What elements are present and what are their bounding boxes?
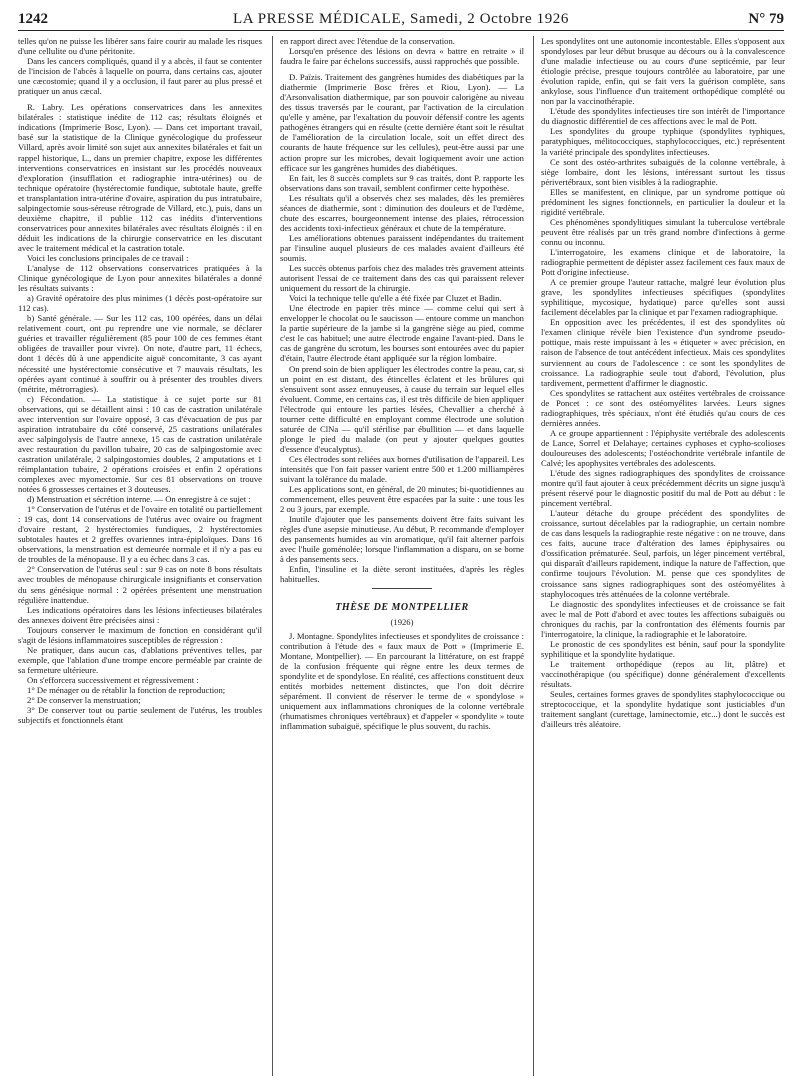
paragraph: J. Montagne. Spondylites infectieuses et spondylites de croissance : contribution à l'étude des « faux maux de Pott » (Imprimerie E. Montane, Montpellier). — En parcourant la littérature, on est frappé de la confusion fréquente qui règne entre les deux termes de spondylite et de spondylose. En réalité, ces affections constituent deux entités morbides nettement distinctes, que l'on doit décrire séparément. Il convient de réserver le terme de « spondylose » uniquement aux inflammations chroniques de la colonne vertébrale (rhumatismes chroniques vertébraux) et d'appeler « spondylite » toute inflammation subaiguë, spécifique le plus souvent, du rachis. — [280, 630, 524, 732]
paragraph: c) Fécondation. — La statistique à ce sujet porte sur 81 observations, qui se détaillent ainsi : 10 cas de castration unilatérale avec intervention sur l'ovaire opposé, 3 cas d'évacuation de pus par aspiration intratubaire du côté conservé, 25 castrations unilatérales avec salpingolysis de l'autre annexe, 15 cas de castration unilatérale avec restauration du pavillon tubaire, 20 cas de salpingostomie avec castration unilatérale, 2 salpingostomies doubles, 2 amputations et 1 réimplantation tubaire, 2 opérations croisées et enfin 2 opérations complexes avec myomectomie. Sur ces 81 observations on trouve notées 6 grossesses certaines et 3 douteuses. — [18, 393, 262, 495]
text-column-3 — [541, 36, 785, 1076]
paragraph: Ces spondylites se rattachent aux ostéites vertébrales de croissance de Poncet : ce sont des ostéomyélites larvées. Leurs signes radiographiques, très spéciaux, n'ont été étudiés qu'au cours de ces dernières années. — [541, 387, 785, 428]
paragraph: Elles se manifestent, en clinique, par un syndrome pottique où prédominent les signes fonctionnels, en particulier la douleur et la rigidité vertébrale. — [541, 186, 785, 217]
paragraph: Ces électrodes sont reliées aux bornes d'utilisation de l'appareil. Les intensités que l'on fait passer varient entre 500 et 1.200 milliampères suivant la tolérance du malade. — [280, 453, 524, 485]
paragraph: A ce groupe appartiennent : l'épiphysite vertébrale des adolescents de Lance, Sorrel et Delahaye; certaines cyphoses et cypho-scolioses douloureuses des adolescents; l'ostéochondrite vertébrale infantile de Calvé; les apophysites vertébrales des adolescents. — [541, 427, 785, 468]
text-column-1 — [18, 36, 262, 1076]
paragraph: Une électrode en papier très mince — comme celui qui sert à envelopper le chocolat ou le saucisson — entoure comme un manchon la partie supérieure de la jambe si la gangrène siège au pied, comme c'est le cas habituel; une autre électrode engaine l'avant-pied. Dans le cas de gangrène du scrotum, les bourses sont entourées avec du papier d'étain, l'autre électrode étant appliquée sur la région lombaire. — [280, 303, 524, 364]
paragraph: Les succès obtenus parfois chez des malades très gravement atteints autorisent l'essai de ce traitement dans des cas qui paraissent relever uniquement du ressort de la chirurgie. — [280, 263, 524, 294]
section-rule — [372, 588, 432, 589]
text-column-2 — [280, 36, 524, 1076]
section-title: THÈSE DE MONTPELLIER — [335, 601, 469, 613]
paragraph: Les résultats qu'il a observés chez ses malades, dès les premières séances de diathermie, sont : diminution des douleurs et de l'œdème, chute des escarres, bourgeonnement intense des plaies, rétrocession des accidents toxi-infectieux généraux et chute de la température. — [280, 192, 524, 233]
column-divider — [533, 36, 534, 1076]
paragraph: On s'efforcera successivement et régressivement : — [27, 674, 199, 685]
paragraph: En fait, les 8 succès complets sur 9 cas traités, dont P. rapporte les observations dans son travail, semblent confirmer cette hypothèse. — [280, 172, 524, 193]
paragraph: L'étude des spondylites infectieuses tire son intérêt de l'importance du diagnostic différentiel de ces affections avec le mal de Pott. — [541, 106, 785, 127]
paragraph: en rapport direct avec l'étendue de la conservation. — [280, 36, 455, 46]
paragraph: Toujours conserver le maximum de fonction en considérant qu'il s'agit de lésions inflammatoires susceptibles de régression : — [18, 624, 262, 645]
paragraph: b) Santé générale. — Sur les 112 cas, 100 opérées, dans un délai relativement court, ont pu reprendre une vie normale, se déclarer guéries et travailler régulièrement (85 pour 100 de ces femmes étant obligées de travailler pour vivre). On note, d'autre part, 11 échecs, dont 1 décès dû à une appendicite aiguë concomitante, 3 cas ayant nécessité une hystérectomie consécutive et 7 mauvais résultats, les opérées ayant continué à souffrir ou à présenter des troubles divers (métrite, métrorragies). — [18, 313, 262, 394]
paragraph: Les applications sont, en général, de 20 minutes; bi-quotidiennes au commencement, elles peuvent être espacées par la suite : une tous les 2 ou 3 jours, par exemple. — [280, 484, 524, 515]
paragraph: L'étude des signes radiographiques des spondylites de croissance montre qu'il faut ajouter à ceux précédemment décrits un signe jusqu'à présent réservé pour le diagnostic positif du mal de Pott au début : le pincement vertébral. — [541, 468, 785, 509]
issue-number: N° 79 — [748, 11, 784, 27]
paragraph: R. Labry. Les opérations conservatrices dans les annexites bilatérales : statistique inédite de 112 cas; résultats éloignés et indications (Imprimerie Bosc, Lyon). — Dans cet important travail, basé sur la statistique de la Clinique gynécologique du professeur Villard, après avoir limité son sujet aux annexites bilatérales et fait un rappel historique, L., dans un premier chapitre, expose les différentes interventions conservatrices en insistant sur les procédés nouveaux d'exploration (insufflation et radiographie intra-utérines) ou de technique opératoire (hystérectomie fundique, subtotale haute, greffe et transplantation intra-utérine d'ovaire, aspiration du pus intratubaire, salpingectomie sous-séreuse rétrograde de Villard, etc.), puis, dans un deuxième chapitre, il publie 112 cas inédits d'interventions conservatrices pour annexites bilatérales avec résultats éloignés : il en déduit les indications de la chirurgie conservatrice en les discutant avec le traitement médical et la castration totale. — [18, 102, 262, 253]
paragraph: Seules, certaines formes graves de spondylites staphylococcique ou streptococcique, et la spondylite hydatique sont justiciables d'un traitement sanglant (curettage, laminectomie, etc...) dont le succès est d'ailleurs très aléatoire. — [541, 689, 785, 730]
paragraph: Voici la technique telle qu'elle a été fixée par Cluzet et Badin. — [289, 293, 502, 304]
paragraph: Dans les cancers compliqués, quand il y a abcès, il faut se contenter de l'incision de l'abcès à laquelle on pourra, dans certains cas, ajouter une cæcostomie; quand il y a occlusion, il faut parer au plus pressé et pratiquer un anus cæcal. — [18, 56, 262, 97]
header-rule — [18, 30, 784, 31]
paragraph: 1° Conservation de l'utérus et de l'ovaire en totalité ou partiellement : 19 cas, dont 14 conservations de l'utérus avec ovaire ou fragment d'ovaire restant, 2 hystérectomies fundiques, 2 hystérectomies subtotales hautes et 2 greffes ovariennes intra-épiploïques. Dans 16 observations, la menstruation est demeurée normale et il n'y a pas eu de troubles de la ménopause. Il y a eu échec dans 3 cas. — [18, 504, 262, 565]
paragraph: d) Menstruation et sécrétion interne. — On enregistre à ce sujet : — [27, 494, 251, 505]
paragraph: Ne pratiquer, dans aucun cas, d'ablations préventives telles, par exemple, que l'ablation d'une trompe encore perméable par crainte de sa fermeture ultérieure. — [18, 644, 262, 675]
paragraph: Voici les conclusions principales de ce travail : — [27, 252, 189, 263]
paragraph: Le traitement orthopédique (repos au lit, plâtre) et vaccinothérapique (ou spécifique) donne généralement d'excellents résultats. — [541, 658, 785, 689]
paragraph: L'interrogatoire, les examens clinique et de laboratoire, la radiographie permettent de dépister assez facilement ces faux maux de Pott d'origine infectieuse. — [541, 246, 785, 278]
paragraph: D. Païzis. Traitement des gangrènes humides des diabétiques par la diathermie (Imprimerie Bosc frères et Riou, Lyon). — La d'Arsonvalisation diathermique, par son pouvoir calorigène au niveau des tissus traversés par le courant, par l'activation de la circulation qu'elle y amène, par l'exaltation du pouvoir défensif contre les agents pathogènes étrangers qui en résulte (cette dernière étant soit le résultat de l'amélioration de la circulation locale, soit un effet direct des courants de haute fréquence sur les cellules), peut-être aussi par une action propre sur les microbes, devait logiquement avoir une action efficace sur les gangrènes humides des diabétiques. — [280, 72, 524, 173]
paragraph: En opposition avec les précédentes, il est des spondylites où l'examen clinique révèle bien l'existence d'un syndrome pseudo-pottique, mais reste impuissant à les « étiqueter » avec précision, en raison de l'absence de tout antécédent infectieux. Mais ces spondylites surviennent au cours de l'adolescence : ce sont les spondylites de croissance. La radiographie seule tout d'abord, l'évolution, plus tardivement, permettent d'affirmer le diagnostic. — [541, 317, 785, 388]
paragraph: Enfin, l'insuline et la diète seront instituées, d'après les règles habituelles. — [280, 564, 524, 585]
paragraph: 3° De conserver tout ou partie seulement de l'utérus, les troubles subjectifs et fonctionnels étant — [18, 705, 262, 726]
paragraph: Les spondylites du groupe typhique (spondylites typhiques, paratyphiques, mélitococciques, staphylococciques, etc.) représentent la variété principale des spondylites infectieuses. — [541, 126, 785, 157]
paragraph: Les spondylites ont une autonomie incontestable. Elles s'opposent aux spondyloses par leur début brusque au décours ou à la convalescence d'une maladie infectieuse ou au cours d'une septicémie, par leur étiologie précise, presque toujours contrôlée au laboratoire, par une évolution rapide, enfin, qui se fait vers la guérison complète, sans ankylose, sous l'influence d'un traitement orthopédique complété ou non par la vaccinothérapie. — [541, 36, 785, 107]
paragraph: L'auteur détache du groupe précédent des spondylites de croissance, surtout décelables par la radiographie, un certain nombre de cas dans lesquels la radiographie reste négative : on ne trouve, dans ces faits, aucune trace d'altération des lames épiphysaires ou d'ossification prématurée. Seul, parfois, un léger pincement vertébral, qui disparaît d'ailleurs rapidement, indique la nature de l'affection, que confirme toujours l'évolution. M. pense que ces spondylites de croissance sans signes radiographiques sont des ostéomyélites à staphylocoques très atténuées de la colonne vertébrale. — [541, 508, 785, 599]
page-header — [18, 8, 784, 32]
paragraph: 2° De conserver la menstruation; — [27, 695, 141, 706]
masthead: LA PRESSE MÉDICALE, Samedi, 2 Octobre 1926 — [232, 11, 570, 27]
paragraph: 1° De ménager ou de rétablir la fonction de reproduction; — [27, 685, 226, 695]
section-year: (1926) — [390, 616, 414, 627]
page-number: 1242 — [18, 11, 48, 27]
paragraph: Le pronostic de ces spondylites est bénin, sauf pour la spondylite syphilitique et la spondylite hydatique. — [541, 638, 785, 659]
paragraph: Ces phénomènes spondylitiques simulant la tuberculose vertébrale peuvent être réalisés par un très grand nombre d'infections à germe connu ou inconnu. — [541, 216, 785, 247]
paragraph: telles qu'on ne puisse les libérer sans faire courir au malade les risques d'une cellulite ou d'une péritonite. — [18, 36, 262, 57]
paragraph: Ce sont des ostéo-arthrites subaiguës de la colonne vertébrale, à siège lombaire, dont les lésions, intéressant surtout les tissus périvertébraux, sont bien visibles à la radiographie. — [541, 156, 785, 187]
paragraph: Le diagnostic des spondylites infectieuses et de croissance se fait avec le mal de Pott d'abord et avec toutes les affections subaiguës ou chroniques du rachis, par la confrontation des éléments fournis par l'interrogatoire, la clinique, la radiographie et le laboratoire. — [541, 598, 785, 639]
paragraph: Inutile d'ajouter que les pansements doivent être faits suivant les règles d'une asepsie minutieuse. Au début, P. recommande d'employer des pansements humides au vin aromatique, qu'il fait alterner parfois avec l'huile goménolée; lorsque l'inflammation a disparu, on se borne à des pansements secs. — [280, 514, 524, 565]
paragraph: Les indications opératoires dans les lésions infectieuses bilatérales des annexes doivent être précisées ainsi : — [18, 604, 262, 625]
paragraph: L'analyse de 112 observations conservatrices pratiquées à la Clinique gynécologique de Lyon pour annexites bilatérales a donné les résultats suivants : — [18, 263, 262, 294]
paragraph: 2° Conservation de l'utérus seul : sur 9 cas on note 8 bons résultats avec troubles de ménopause chirurgicale insignifiants et conservation du sens génésique normal : 2 opérées présentent une menstruation régulière inattendue. — [18, 564, 262, 605]
paragraph: a) Gravité opératoire des plus minimes (1 décès post-opératoire sur 112 cas). — [18, 293, 262, 314]
paragraph: On prend soin de bien appliquer les électrodes contre la peau, car, si un point en est distant, des étincelles éclatent et les brûlures qui s'ensuivent sont assez ennuyeuses, à cause du terrain sur lequel elles évoluent. Comme, en certains cas, il est très difficile de bien appliquer l'électrode qui entoure les parties lésées, Chevallier a cherché à tourner cette difficulté en employant comme électrode une solution saturée de ClNa — qu'il stérilise par ébullition — et dans laquelle plonge le pied du malade (on peut y ajouter quelques gouttes d'essence d'eucalyptus). — [280, 363, 524, 454]
paragraph: Lorsqu'en présence des lésions on devra « battre en retraite » il faudra le faire par échelons successifs, aussi rapprochés que possible. — [280, 46, 524, 67]
paragraph: A ce premier groupe l'auteur rattache, malgré leur évolution plus grave, les spondylites infectieuses spécifiques (spondylites syphilitique, mycosique, hydatique) parce qu'elles sont aussi facilement décelables par la clinique et par l'examen radiographique. — [541, 277, 785, 318]
paragraph: Les améliorations obtenues paraissent indépendantes du traitement par l'insuline auquel plusieurs de ces malades avaient d'ailleurs été soumis. — [280, 232, 524, 263]
column-divider — [272, 36, 273, 1076]
